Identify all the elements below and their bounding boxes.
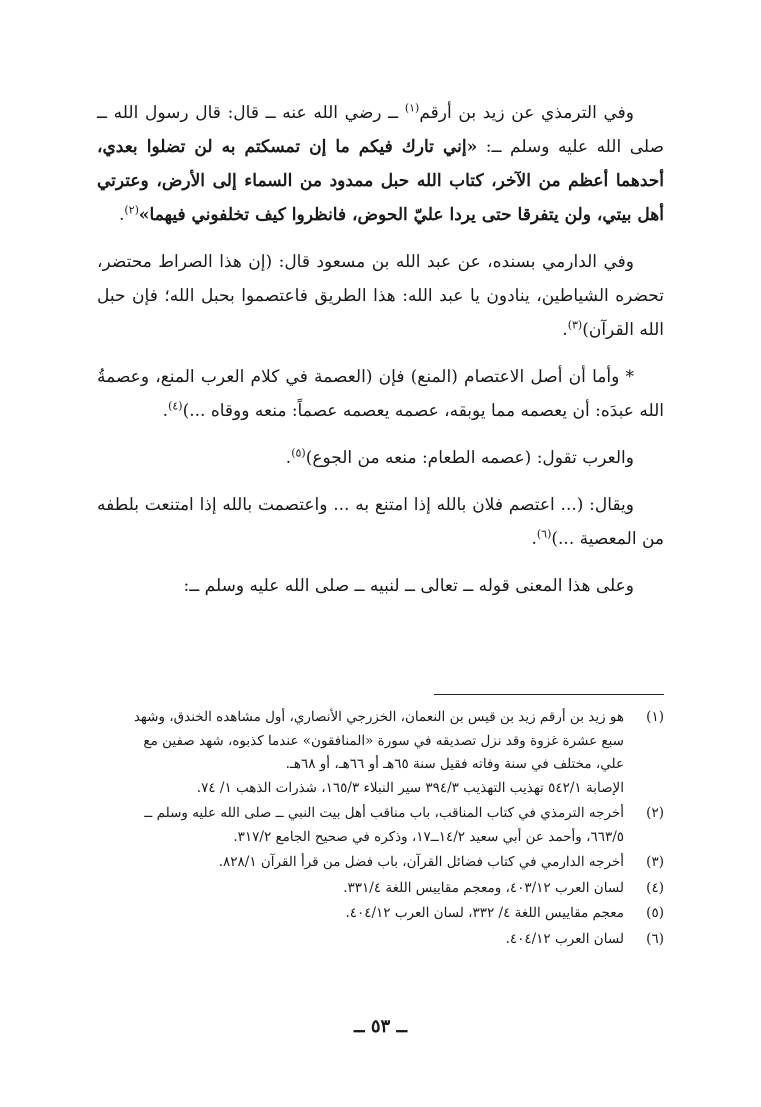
paragraph-end: .: [562, 320, 568, 340]
paragraph-text: وعلى هذا المعنى قوله ــ تعالى ــ لنبيه ــ صلى الله عليه وسلم ــ:: [183, 576, 634, 596]
paragraph-text: * وأما أن أصل الاعتصام (المنع) فإن (العصمة في كلام العرب المنع، وعصمةُ الله عبدَه: أن يعصمه مما يوبقه، عصمه يعصمه عصماً: منعه ووقاه ...): [97, 367, 664, 421]
footnote-5: [97, 902, 664, 926]
footnote-ref-2: (٢): [124, 203, 139, 217]
footnote-number: (٦): [646, 930, 664, 947]
footnote-number: (١): [646, 709, 664, 725]
paragraph-mid: ــ رضي الله عنه ــ قال: قال رسول الله ــ صلى الله عليه وسلم ــ:: [97, 103, 664, 157]
paragraph-text: والعرب تقول: (عصمه الطعام: منعه من الجوع): [305, 448, 634, 468]
footnote-text: [97, 877, 624, 901]
footnote-line: أخرجه الدارمي في كتاب فضائل القرآن، باب فضل من قرأ القرآن ٨٢٨/١.: [218, 854, 624, 870]
footnote-ref-6: (٦): [536, 527, 552, 541]
footnote-ref-4: (٤): [168, 399, 183, 413]
footnote-ref-5: (٥): [291, 446, 306, 460]
footnote-line: معجم مقاييس اللغة ٤/ ٣٣٢، لسان العرب ٤٠٤/١٢.: [345, 905, 624, 921]
hadith-quote: «إني تارك فيكم ما إن تمسكتم به لن تضلوا بعدي، أحدهما أعظم من الآخر، كتاب الله حبل ممدود من السماء إلى الأرض، وعترتي أهل بيتي، ولن يتفرقا حتى يردا عليّ الحوض، فانظروا كيف تخلفوني فيهما»: [97, 137, 664, 225]
page-number: ــ ٥٣ ــ: [354, 1016, 407, 1037]
footnote-line: هو زيد بن أرقم زيد بن قيس بن النعمان، الخزرجي الأنصاري، أول مشاهده الخندق، وشهد: [133, 709, 624, 725]
paragraph-on-this-meaning: [97, 569, 664, 603]
footnote-number: (٥): [646, 905, 664, 921]
footnote-1: [97, 706, 664, 800]
footnote-separator: [434, 694, 664, 695]
paragraph-it-is-said: [97, 488, 664, 556]
footnote-number: (٢): [646, 805, 664, 821]
footnotes: [97, 706, 664, 953]
paragraph-end: .: [531, 529, 537, 549]
paragraph-itisam-definition: [97, 360, 664, 428]
footnote-text: [97, 851, 624, 875]
paragraph-end: .: [162, 401, 169, 421]
footnote-line: لسان العرب ٤٠٤/١٢.: [505, 930, 624, 947]
paragraph-arabs-say: [97, 441, 664, 475]
footnote-line: الإصابة ٥٤٢/١ تهذيب التهذيب ٣٩٤/٣ سير النبلاء ١٦٥/٣، شذرات الذهب ١/ ٧٤.: [196, 779, 624, 796]
paragraph-darimi: [97, 245, 664, 347]
footnote-line: علي، مختلف في سنة وفاته فقيل سنة ٦٥هـ أو ٦٦هـ، أو ٦٨هـ.: [285, 756, 624, 772]
footnote-ref-3: (٣): [567, 318, 583, 332]
footnote-3: [97, 851, 664, 875]
paragraph-end: .: [118, 205, 125, 225]
footnote-text: [97, 928, 624, 952]
paragraph-end: .: [285, 448, 292, 468]
footnote-text: [97, 902, 624, 926]
footnote-line: سبع عشرة غزوة وقد نزل تصديقه في سورة «المنافقون» عندما كذبوه، شهد صفين مع: [143, 732, 624, 749]
paragraph-text: وفي الدارمي بسنده، عن عبد الله بن مسعود قال: (إن هذا الصراط محتضر، تحضره الشياطين، ينادون يا عبد الله: هذا الطريق فاعتصموا بحبل الله؛ فإن حبل الله القرآن): [97, 252, 664, 340]
footnote-line: أخرجه الترمذي في كتاب المناقب، باب مناقب أهل بيت النبي ــ صلى الله عليه وسلم ــ: [144, 805, 624, 821]
footnote-text: [97, 706, 624, 800]
footnote-number: (٣): [646, 854, 664, 870]
paragraph-text: ويقال: (... اعتصم فلان بالله إذا امتنع به ... واعتصمت بالله إذا امتنعت بلطفه من المعصية ...): [97, 495, 664, 549]
paragraph-intro: وفي الترمذي عن زيد بن أرقم: [419, 103, 634, 123]
paragraph-tirmidhi-hadith: [97, 96, 664, 232]
footnote-4: [97, 877, 664, 901]
footnote-6: [97, 928, 664, 952]
footnote-number: (٤): [646, 879, 664, 896]
footnote-ref-1: (١): [404, 101, 420, 115]
footnote-line: ٦٦٣/٥، وأحمد عن أبي سعيد ١٤/٢ــ١٧، وذكره في صحيح الجامع ٣١٧/٢.: [233, 828, 624, 845]
main-text: [97, 96, 664, 616]
footnote-2: [97, 802, 664, 849]
footnote-line: لسان العرب ٤٠٣/١٢، ومعجم مقاييس اللغة ٣٣١/٤.: [343, 879, 624, 896]
footnote-text: [97, 802, 624, 849]
